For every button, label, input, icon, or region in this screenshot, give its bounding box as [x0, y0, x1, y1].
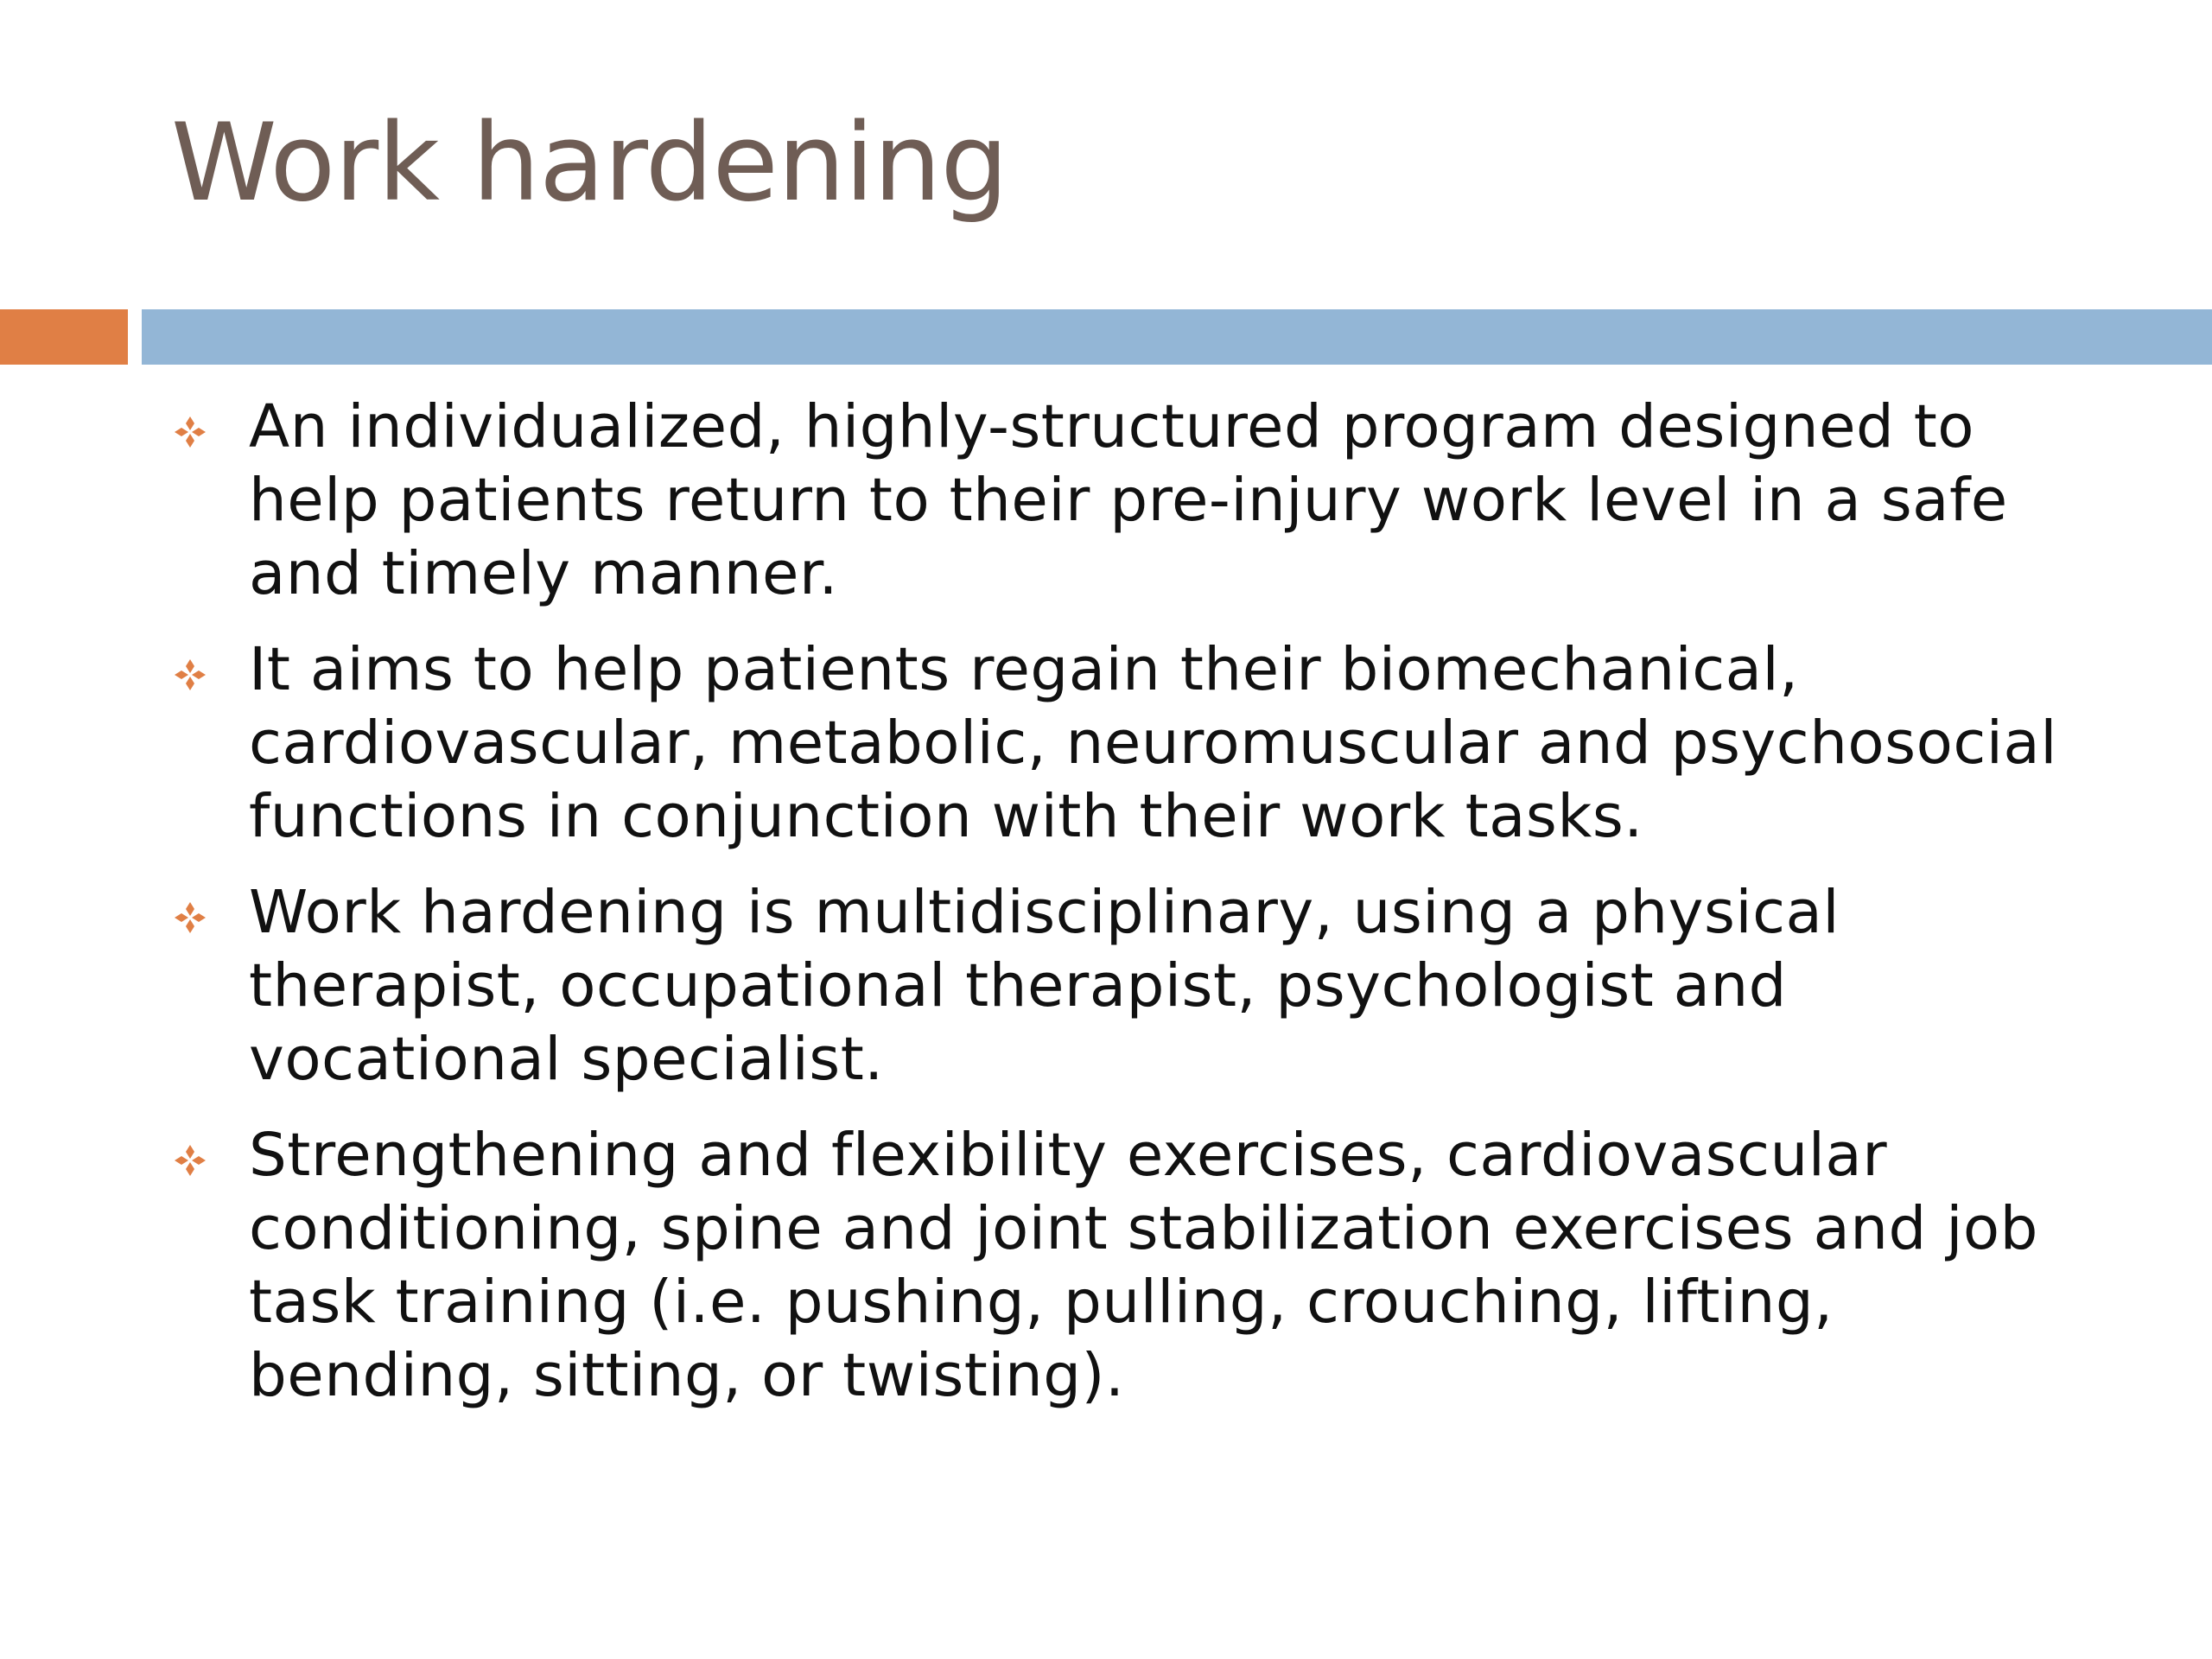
bullet-item	[173, 876, 2091, 1096]
diamond-bullet-icon	[173, 415, 207, 449]
diamond-bullet-icon	[173, 1143, 207, 1178]
bullet-text: Work hardening is multidisciplinary, using a physical therapist, occupational therapist, psychologist and vocational specialist.	[249, 878, 1840, 1094]
slide-title: Work hardening	[171, 101, 1008, 226]
bullet-text: Strengthening and flexibility exercises, cardiovascular conditioning, spine and joint stabilization exercises and job task training (i.e. pushing, pulling, crouching, lifting, bending, sitting, or twisting).	[249, 1121, 2038, 1410]
diamond-bullet-icon	[173, 900, 207, 935]
bullet-text: It aims to help patients regain their biomechanical, cardiovascular, metabolic, neuromuscular and psychosocial functions in conjunction with their work tasks.	[249, 635, 2057, 851]
bullet-list	[173, 391, 2091, 1435]
bullet-text: An individualized, highly-structured program designed to help patients return to their pre-injury work level in a safe and timely manner.	[249, 392, 2008, 608]
title-accent-bar	[0, 309, 128, 365]
title-rule-bar	[142, 309, 2212, 365]
bullet-item	[173, 391, 2091, 611]
bullet-item	[173, 633, 2091, 854]
bullet-item	[173, 1119, 2091, 1413]
diamond-bullet-icon	[173, 658, 207, 692]
